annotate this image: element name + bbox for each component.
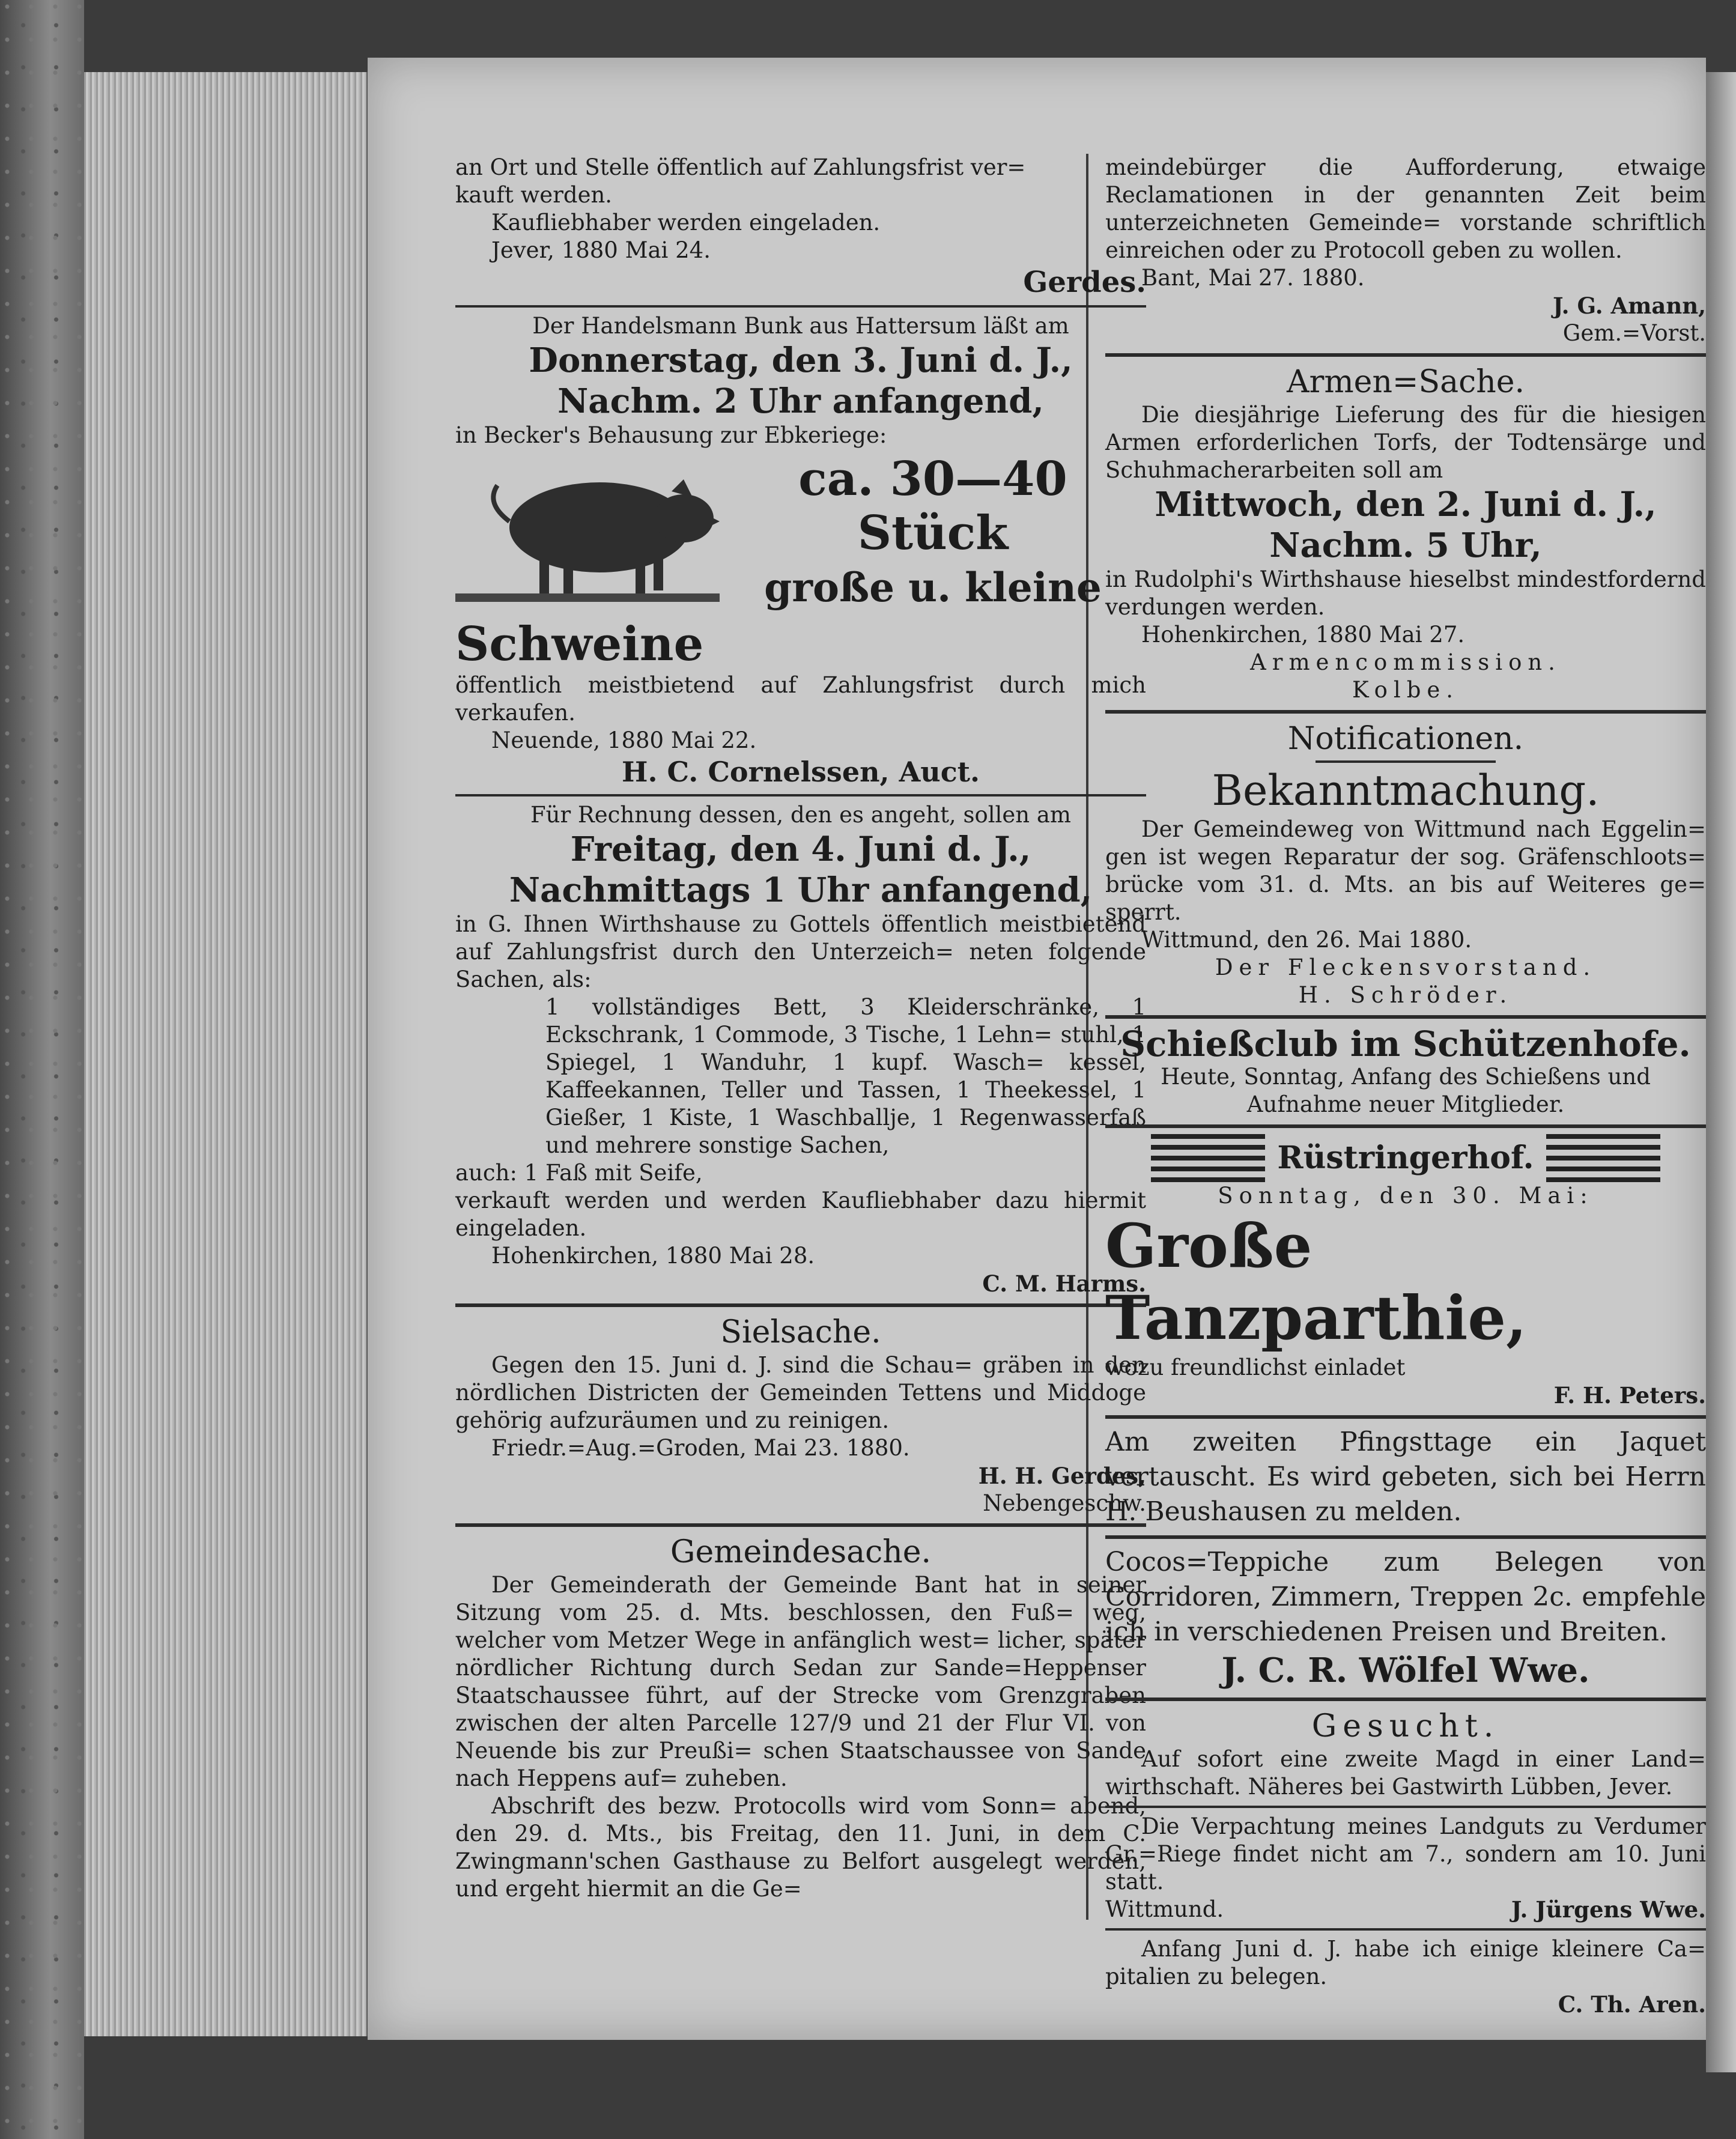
ad-closing: verkauft werden und werden Kaufliebhaber dazu hiermit eingeladen.: [455, 1188, 1146, 1241]
ad-date: Bant, Mai 27. 1880.: [1141, 265, 1365, 291]
ad-gerdes: [455, 154, 1146, 300]
ad-quantity: ca. 30—40: [798, 452, 1067, 506]
ad-gemeindesache-cont: [1105, 154, 1706, 347]
book-binding: [0, 0, 84, 2139]
ad-harms: [455, 801, 1146, 1297]
ad-capitalien: [1105, 1935, 1706, 2018]
ad-schiessclub: [1105, 1025, 1706, 1118]
rule: [1105, 1535, 1706, 1539]
rule: [1105, 1124, 1706, 1128]
ad-date: Wittmund, den 26. Mai 1880.: [1141, 927, 1472, 953]
ad-title: Bekanntmachung.: [1212, 766, 1600, 815]
pig-block: [455, 449, 1146, 617]
ad-body: Am zweiten Pfingsttage ein Jaquet vertauscht. Es wird gebeten, sich bei Herrn H. Beushausen zu melden.: [1105, 1427, 1706, 1527]
rule: [1105, 353, 1706, 357]
ad-body-2: Abschrift des bezw. Protocolls wird vom Sonn= abend, den 29. d. Mts., bis Freitag, den 11. Juni, in dem C. Zwingmann'schen Gasthause zu Belfort ausgelegt werden, und ergeht hiermit an die Ge=: [455, 1793, 1146, 1902]
rule: [1105, 1415, 1706, 1419]
ad-intro: Der Handelsmann Bunk aus Hattersum läßt am: [532, 313, 1069, 339]
ad-signature: H. H. Gerdes,: [978, 1463, 1146, 1489]
ad-text-line: kauft werden.: [455, 182, 613, 208]
ad-invite: wozu freundlichst einladet: [1105, 1355, 1406, 1380]
rule: [1105, 1015, 1706, 1019]
newspaper-page: [368, 58, 1706, 2040]
ad-title: Schießclub im Schützenhofe.: [1120, 1024, 1691, 1064]
ad-signature: H. C. Cornelssen, Auct.: [622, 756, 980, 788]
ad-time: Nachm. 2 Uhr anfangend,: [557, 381, 1044, 421]
ad-teppiche: [1105, 1545, 1706, 1691]
ad-sielsache: [455, 1313, 1146, 1517]
ad-gemeindesache: [455, 1533, 1146, 1903]
ad-time: Nachmittags 1 Uhr anfangend,: [509, 870, 1093, 910]
rule: [455, 1523, 1146, 1527]
ad-title: Armen=Sache.: [1286, 364, 1525, 400]
ad-time: Nachm. 5 Uhr,: [1269, 526, 1542, 565]
ad-kind: große u. kleine: [764, 564, 1102, 611]
ad-terms: öffentlich meistbietend auf Zahlungsfrist durch mich verkaufen.: [455, 672, 1146, 726]
rule: [1105, 1698, 1706, 1701]
ad-day: Freitag, den 4. Juni d. J.,: [570, 830, 1031, 869]
ad-day: Mittwoch, den 2. Juni d. J.,: [1155, 485, 1657, 524]
ad-signature: J. G. Amann,: [1553, 293, 1706, 319]
ad-signature: F. H. Peters.: [1553, 1382, 1706, 1409]
ad-event: Große Tanzparthie,: [1105, 1210, 1527, 1353]
ad-title: Gesucht.: [1311, 1708, 1500, 1744]
ad-body: Gegen den 15. Juni d. J. sind die Schau= gräben in den nördlichen Districten der Gemeinden Tettens und Middoge gehörig aufzuräumen und zu reinigen.: [455, 1352, 1146, 1433]
ad-day: Donnerstag, den 3. Juni d. J.,: [529, 341, 1073, 380]
ad-signature-name: H. Schröder.: [1298, 982, 1513, 1008]
ad-date: Neuende, 1880 Mai 22.: [491, 727, 757, 753]
ad-day: Sonntag, den 30. Mai:: [1218, 1183, 1594, 1209]
title-row: [1105, 1134, 1706, 1182]
ad-title: Sielsache.: [720, 1314, 881, 1350]
ad-schweine: [455, 312, 1146, 789]
rule: [455, 1303, 1146, 1307]
ad-signature: Armencommission.: [1250, 649, 1561, 675]
ad-body: in G. Ihnen Wirthshause zu Gottels öffentlich meistbietend auf Zahlungsfrist durch den Unterzeich= neten folgende Sachen, als:: [455, 911, 1146, 992]
ad-signature: Der Fleckensvorstand.: [1215, 954, 1597, 980]
ad-date: Friedr.=Aug.=Groden, Mai 23. 1880.: [491, 1435, 910, 1461]
right-column: [1105, 154, 1706, 2018]
ad-armensache: [1105, 363, 1706, 704]
page-edges: [84, 72, 370, 2036]
ad-place: in Becker's Behausung zur Ebkeriege:: [455, 422, 887, 448]
ad-body: Der Gemeinderath der Gemeinde Bant hat in seiner Sitzung vom 25. d. Mts. beschlossen, den Fuß= weg, welcher vom Metzer Wege in anfänglich west= licher, später nördlicher Richtung durch Sedan zur Sande=Heppenser Staatschaussee führt, auf der Strecke vom Grenzgraben zwischen der alten Parcelle 127/9 und 21 der Flur VI. von Neuende bis zur Preußi= schen Staatschaussee von Sande nach Heppens auf= zuheben.: [455, 1572, 1146, 1791]
ad-footer: [1105, 1896, 1706, 1923]
ad-signature: Gerdes.: [1023, 265, 1146, 299]
section-heading: Notificationen.: [1287, 721, 1524, 757]
ad-date: Jever, 1880 Mai 24.: [491, 237, 711, 263]
ad-text-line: an Ort und Stelle öffentlich auf Zahlungsfrist ver=: [455, 154, 1026, 180]
ad-items: 1 vollständiges Bett, 3 Kleiderschränke, 1 Eckschrank, 1 Commode, 3 Tische, 1 Lehn= stuhl, 1 Spiegel, 1 Wanduhr, 1 kupf. Wasch= kessel, Kaffeekannen, Teller und Tassen, 1 Theekessel, 1 Gießer, 1 Kiste, 1 Waschballje, 1 Regenwasserfaß und mehrere sonstige Sachen,: [545, 994, 1146, 1158]
ad-place: Wittmund.: [1105, 1896, 1224, 1922]
ad-body-2: in Rudolphi's Wirthshause hieselbst mindestfordernd verdungen werden.: [1105, 566, 1706, 620]
pig-icon: [455, 449, 720, 617]
ad-body: Die diesjährige Lieferung des für die hiesigen Armen erforderlichen Torfs, der Todtensärge und Schuhmacherarbeiten soll am: [1105, 402, 1706, 483]
ad-jaquet: [1105, 1425, 1706, 1529]
ad-also: auch: 1 Faß mit Seife,: [455, 1160, 703, 1186]
rule: [455, 794, 1146, 796]
ad-stueck: Stück: [857, 506, 1009, 560]
ad-signature: C. Th. Aren.: [1558, 1991, 1706, 2018]
ad-bekanntmachung: [1105, 765, 1706, 1009]
ad-signature-name: Kolbe.: [1352, 677, 1460, 703]
ad-gesucht: [1105, 1707, 1706, 1801]
ad-body: Cocos=Teppiche zum Belegen von Corridoren, Zimmern, Treppen 2c. empfehle ich in verschiedenen Preisen und Breiten.: [1105, 1547, 1706, 1647]
ad-animal: Schweine: [455, 617, 704, 672]
ad-date: Hohenkirchen, 1880 Mai 28.: [491, 1243, 815, 1269]
ad-body: Anfang Juni d. J. habe ich einige kleinere Ca= pitalien zu belegen.: [1105, 1936, 1706, 1989]
left-column: [455, 154, 1146, 1903]
pig-text: [720, 452, 1146, 614]
ad-body: Heute, Sonntag, Anfang des Schießens und Aufnahme neuer Mitglieder.: [1161, 1064, 1651, 1117]
decorative-lines: [1151, 1134, 1265, 1182]
next-page-edge: [1706, 72, 1736, 2072]
rule: [1105, 1928, 1706, 1931]
ad-ruestringerhof: [1105, 1134, 1706, 1409]
ad-date: Hohenkirchen, 1880 Mai 27.: [1141, 622, 1465, 648]
rule: [1316, 760, 1496, 763]
ad-title: Rüstringerhof.: [1277, 1139, 1534, 1176]
ad-signature: J. C. R. Wölfel Wwe.: [1221, 1651, 1590, 1690]
ad-invite: Kaufliebhaber werden eingeladen.: [491, 210, 881, 235]
ad-signature-role: Gem.=Vorst.: [1562, 320, 1706, 346]
ad-intro: Für Rechnung dessen, den es angeht, sollen am: [530, 802, 1072, 828]
ad-body: Die Verpachtung meines Landguts zu Verdumer Gr.=Riege findet nicht am 7., sondern am 10. Juni statt.: [1105, 1813, 1706, 1895]
ad-verpachtung: [1105, 1813, 1706, 1923]
ad-body: Auf sofort eine zweite Magd in einer Land= wirthschaft. Näheres bei Gastwirth Lübben, Jever.: [1105, 1746, 1706, 1800]
ad-signature: C. M. Harms.: [982, 1270, 1146, 1297]
decorative-lines: [1546, 1134, 1660, 1182]
ad-signature: J. Jürgens Wwe.: [1511, 1896, 1706, 1923]
ad-body: meindebürger die Aufforderung, etwaige Reclamationen in der genannten Zeit beim unterzeichneten Gemeinde= vorstande schriftlich einreichen oder zu Protocoll geben zu wollen.: [1105, 154, 1706, 263]
rule: [455, 305, 1146, 308]
ad-signature-role: Nebengeschw.: [983, 1490, 1146, 1516]
rule: [1105, 710, 1706, 714]
ad-title: Gemeindesache.: [670, 1534, 932, 1570]
ad-body: Der Gemeindeweg von Wittmund nach Eggelin= gen ist wegen Reparatur der sog. Gräfenschloots= brücke vom 31. d. Mts. an bis auf Weiteres ge= sperrt.: [1105, 816, 1706, 925]
rule: [1105, 1806, 1706, 1808]
